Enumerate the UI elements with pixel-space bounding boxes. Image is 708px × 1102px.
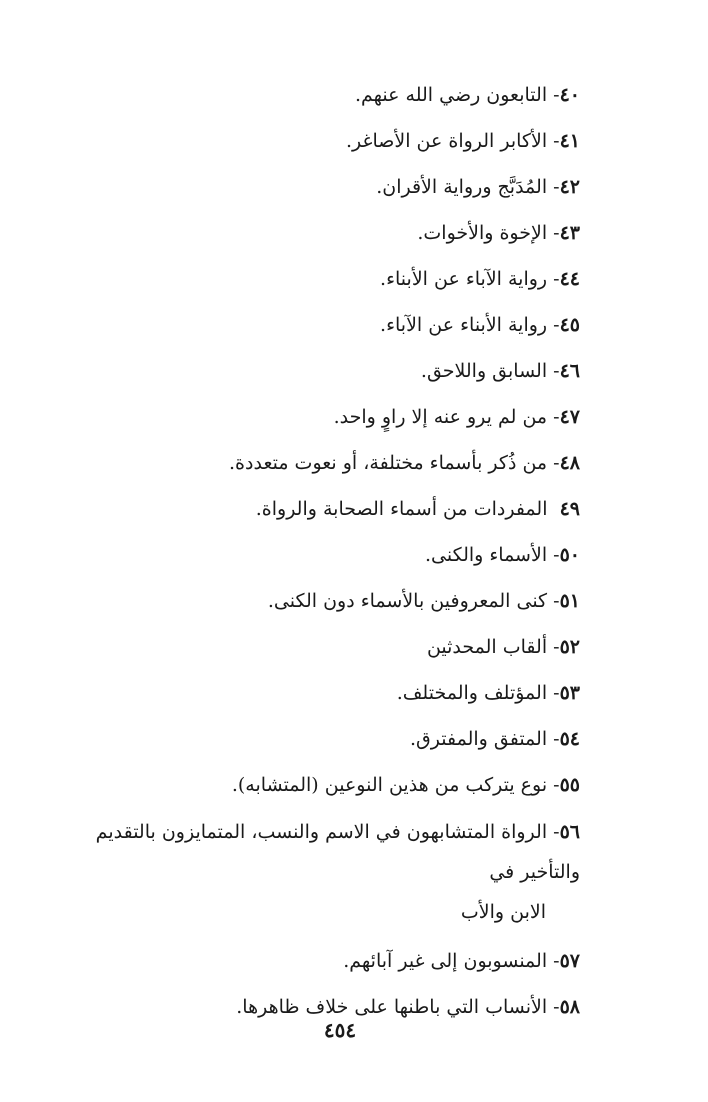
item-text: المُدَبَّج ورواية الأقران.	[376, 176, 548, 198]
item-number: ٥٠	[559, 544, 580, 566]
item-number: ٤٨	[559, 452, 580, 474]
item-number: ٥٥	[559, 774, 580, 796]
list-item: ٥٨- الأنساب التي باطنها على خلاف ظاهرها.	[236, 996, 580, 1018]
item-text: من ذُكر بأسماء مختلفة، أو نعوت متعددة.	[229, 452, 548, 474]
list-item	[40, 486, 580, 532]
item-text: من لم يرو عنه إلا راوٍ واحد.	[333, 406, 548, 428]
item-text: الأنساب التي باطنها على خلاف ظاهرها.	[236, 996, 548, 1018]
item-number: ٤٤	[559, 268, 580, 290]
list-item: ٥٣- المؤتلف والمختلف.	[396, 682, 580, 704]
item-text: نوع يتركب من هذين النوعين (المتشابه).	[231, 774, 548, 796]
item-number: ٤٧	[559, 406, 580, 428]
item-number: ٤٦	[559, 360, 580, 382]
item-number: ٤١	[559, 130, 580, 152]
item-number: ٤٣	[559, 222, 580, 244]
item-number: ٥٢	[559, 636, 580, 658]
item-number: ٤٠	[559, 84, 580, 106]
list-item: ٥٠- الأسماء والكنى.	[424, 544, 580, 566]
item-number: ٥٨	[559, 996, 580, 1018]
list-item: ٥٧- المنسوبون إلى غير آبائهم.	[343, 950, 580, 972]
item-text: رواية الأبناء عن الآباء.	[380, 314, 548, 336]
item-text: السابق واللاحق.	[420, 360, 548, 382]
item-number: ٤٥	[559, 314, 580, 336]
item-text-continuation: الابن والأب	[460, 901, 546, 923]
list-item: ٥٦- الرواة المتشابهون في الاسم والنسب، المتمايزون بالتقديم والتأخير في الابن والأب	[40, 812, 580, 932]
item-number: ٥٦	[559, 821, 580, 843]
item-number: ٤٢	[559, 176, 580, 198]
list-item: ٤٣- الإخوة والأخوات.	[417, 222, 580, 244]
topics-list	[40, 72, 580, 1030]
list-item: ٥٢- ألقاب المحدثين	[426, 636, 580, 658]
item-text: رواية الآباء عن الأبناء.	[380, 268, 548, 290]
item-text: التابعون رضي الله عنهم.	[354, 84, 548, 106]
item-text: المؤتلف والمختلف.	[396, 682, 548, 704]
item-text: الأكابر الرواة عن الأصاغر.	[346, 130, 548, 152]
item-number: ٥١	[559, 590, 580, 612]
item-text: المفردات من أسماء الصحابة والرواة.	[255, 498, 548, 520]
item-text: الرواة المتشابهون في الاسم والنسب، المتمايزون بالتقديم والتأخير في	[95, 821, 580, 883]
list-item: ٤١- الأكابر الرواة عن الأصاغر.	[346, 130, 580, 152]
item-number: ٥٣	[559, 682, 580, 704]
item-text: المتفق والمفترق.	[409, 728, 548, 750]
page-number: ٤٥٤	[323, 1018, 357, 1042]
list-item: ٤٨- من ذُكر بأسماء مختلفة، أو نعوت متعددة.	[229, 452, 580, 474]
item-number: ٤٩	[559, 498, 580, 520]
item-text: الإخوة والأخوات.	[417, 222, 548, 244]
list-item: ٥٤- المتفق والمفترق.	[409, 728, 580, 750]
list-item: ٥١- كنى المعروفين بالأسماء دون الكنى.	[267, 590, 580, 612]
item-text: المنسوبون إلى غير آبائهم.	[343, 950, 548, 972]
list-item: ٤٦- السابق واللاحق.	[420, 360, 580, 382]
item-text: الأسماء والكنى.	[424, 544, 548, 566]
list-item: ٤٢- المُدَبَّج ورواية الأقران.	[376, 176, 580, 198]
item-number: ٥٧	[559, 950, 580, 972]
list-item: ٤٤- رواية الآباء عن الأبناء.	[380, 268, 580, 290]
list-item: ٤٧- من لم يرو عنه إلا راوٍ واحد.	[333, 406, 580, 428]
item-text: كنى المعروفين بالأسماء دون الكنى.	[267, 590, 548, 612]
list-item: ٤٥- رواية الأبناء عن الآباء.	[380, 314, 580, 336]
list-item: ٥٥- نوع يتركب من هذين النوعين (المتشابه).	[231, 774, 580, 796]
item-text: ألقاب المحدثين	[426, 636, 548, 658]
item-number: ٥٤	[559, 728, 580, 750]
list-item: ٤٠- التابعون رضي الله عنهم.	[354, 84, 580, 106]
